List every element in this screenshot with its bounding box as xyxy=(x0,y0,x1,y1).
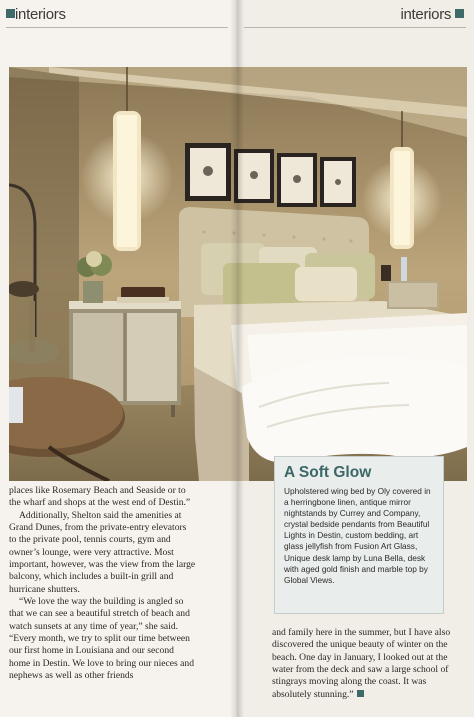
section-label-left: interiors xyxy=(15,6,66,23)
page-gutter xyxy=(230,0,244,717)
paragraph: Additionally, Shelton said the amenities at Grand Dunes, from the private-entry elevators to the private pool, tennis courts, gym and owner’s lounge, were very attractive. Most important, however, was the view from the large balcony, which includes a built-in grill and hurricane shutters. xyxy=(9,509,196,595)
end-mark-icon xyxy=(357,690,364,697)
article-column-left xyxy=(9,485,196,683)
sidebar-body: Upholstered wing bed by Oly covered in a herringbone linen, antique mirror nightstands by Currey and Company, crystal bedside pendants from Beautiful Lights in Destin, custom bedding, art glass jellyfish from Fusion Art Glass, Unique desk lamp by Luna Bella, desk with aged gold finish and marble top by Global Views. xyxy=(284,486,431,585)
paragraph: places like Rosemary Beach and Seaside or to the wharf and shops at the west end of Destin.” xyxy=(9,485,191,509)
header-rule-right xyxy=(244,27,466,28)
square-bullet-icon xyxy=(6,9,15,18)
paragraph-text: and family here in the summer, but I have also discovered the unique beauty of winter on the beach. One day in January, I looked out at the water from the deck and saw a large school of stingrays moving along the coast. It was absolutely stunning.” xyxy=(272,627,451,700)
sidebar-title: A Soft Glow xyxy=(284,464,372,481)
header-rule-left xyxy=(6,27,228,28)
square-bullet-icon xyxy=(455,9,464,18)
paragraph xyxy=(272,627,462,701)
article-column-right xyxy=(272,627,462,701)
section-header-left xyxy=(6,6,66,23)
section-label-right: interiors xyxy=(400,6,452,23)
paragraph: “We love the way the building is angled so that we can see a beautiful stretch of beach and watch sunsets at any time of year,” she said. “Every month, we try to split our time between our first home in Louisiana and our second home in Destin. We love to bring our nieces and nephews as well as other friends xyxy=(9,596,195,682)
caption-sidebar xyxy=(274,456,444,614)
section-header-right xyxy=(400,6,464,23)
